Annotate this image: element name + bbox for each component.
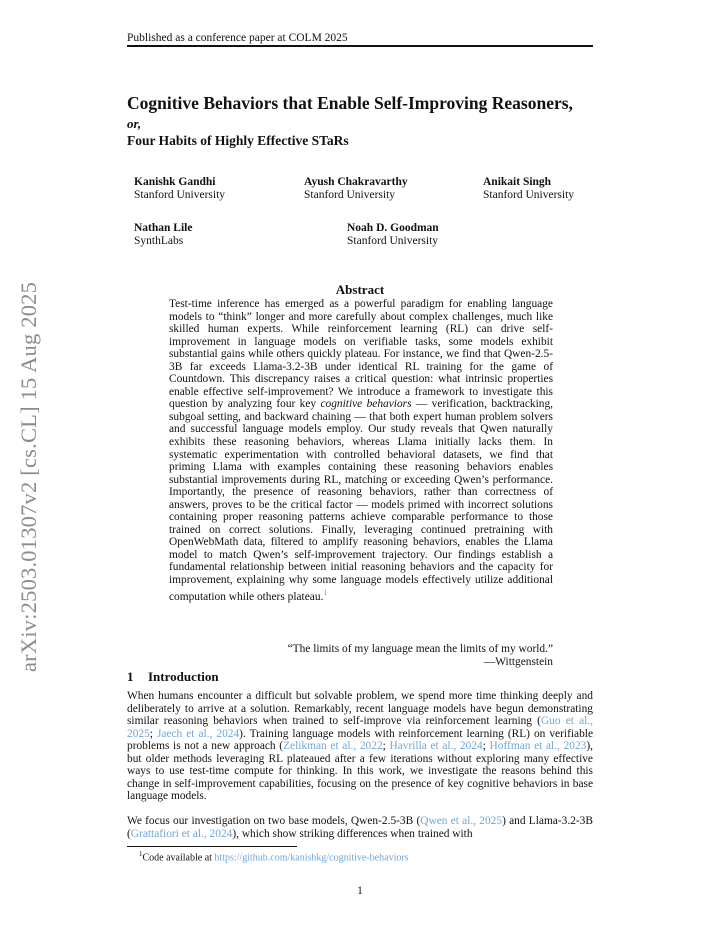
citation-link[interactable]: Qwen et al., 2025: [420, 815, 503, 827]
author-block: [483, 176, 574, 202]
footnote-rule: [127, 846, 297, 847]
section-heading: [127, 669, 219, 685]
abstract-text: — verification, backtracking, subgoal setting, and backward chaining — that both expert human problem solvers and successful language models employ. Our study reveals that Qwen naturally exhibits these reasoning behaviors, whereas Llama initially lacks them. In systematic experimentation with controlled behavioral datasets, we find that priming Llama with examples containing these reasoning behaviors enables substantial improvements during RL, matching or exceeding Qwen’s performance. Importantly, the presence of reasoning behaviors, rather than correctness of answers, proves to be the critical factor — models primed with incorrect solutions containing proper reasoning patterns achieve comparable performance to those trained on correct solutions. Finally, leveraging continued pretraining with OpenWebMath data, filtered to amplify reasoning behaviors, enables the Llama model to match Qwen’s self-improvement trajectory. Our findings establish a fundamental relationship between initial reasoning behaviors and the capacity for improvement, explaining why some language models effectively utilize additional computation while others plateau.: [169, 398, 553, 603]
citation-link[interactable]: Grattafiori et al., 2024: [130, 827, 233, 840]
footnote-label: Code available at: [142, 852, 215, 864]
paragraph-text: ;: [149, 727, 157, 740]
code-url-link[interactable]: https://github.com/kanishkg/cognitive-behaviors: [214, 852, 409, 864]
citation-link[interactable]: Zelikman et al., 2022: [283, 740, 383, 753]
paragraph-text: When humans encounter a difficult but solvable problem, we spend more time thinking deeply and deliberately to arrive at a solution. Remarkably, recent language models have begun demonstrating similar reasoning behaviors when trained to self-improve via reinforcement learning (: [127, 690, 593, 728]
arxiv-stamp: arXiv:2503.01307v2 [cs.CL] 15 Aug 2025: [16, 281, 41, 672]
intro-paragraph: [127, 815, 593, 840]
author-affiliation: Stanford University: [483, 189, 575, 201]
footnote-mark: 1: [139, 850, 143, 858]
epigraph: [200, 643, 553, 668]
footnote-link[interactable]: 1: [323, 587, 328, 597]
paragraph-text: ;: [382, 740, 390, 753]
author-block: [134, 222, 192, 248]
author-affiliation: SynthLabs: [134, 235, 184, 247]
section-title: Introduction: [148, 669, 219, 684]
page-number: 1: [357, 885, 363, 897]
paragraph-text: ;: [482, 740, 490, 753]
paper-title: Cognitive Behaviors that Enable Self-Improving Reasoners,: [127, 93, 573, 113]
paragraph-text: ). Training language models with reinforcement learning (RL) on verifiable problems is not a new approach (: [127, 727, 593, 753]
paragraph-text: ), which show striking differences when trained with: [232, 827, 473, 840]
header-rule: [127, 45, 593, 47]
author-block: [347, 222, 439, 248]
paragraph-text: ) and Llama-3.2-3B (: [127, 815, 593, 840]
citation-link[interactable]: Guo et al., 2025: [127, 715, 593, 740]
citation-link[interactable]: Hoffman et al., 2023: [489, 740, 587, 753]
footnote: [139, 850, 409, 863]
paper-subtitle: Four Habits of Highly Effective STaRs: [127, 133, 349, 148]
author-name: Anikait Singh: [483, 176, 552, 188]
author-name: Nathan Lile: [134, 222, 193, 234]
conference-header: Published as a conference paper at COLM 2025: [127, 32, 348, 44]
section-number: 1: [127, 669, 134, 684]
author-block: [134, 176, 225, 202]
author-name: Kanishk Gandhi: [134, 176, 216, 188]
citation-link[interactable]: Jaech et al., 2024: [156, 727, 240, 740]
author-affiliation: Stanford University: [347, 235, 439, 247]
abstract-body: [169, 298, 553, 603]
author-affiliation: Stanford University: [304, 189, 396, 201]
intro-paragraph: [127, 690, 593, 803]
citation-link[interactable]: Havrilla et al., 2024: [389, 740, 483, 753]
paper-title-or: or,: [127, 116, 142, 131]
epigraph-attribution: —Wittgenstein: [483, 655, 553, 668]
abstract-italic-term: cognitive behaviors: [320, 398, 412, 411]
paragraph-text: We focus our investigation on two base models, Qwen-2.5-3B (: [127, 815, 421, 827]
author-affiliation: Stanford University: [134, 189, 226, 201]
author-block: [304, 176, 408, 202]
author-name: Noah D. Goodman: [347, 222, 439, 234]
epigraph-text: “The limits of my language mean the limits of my world.”: [287, 643, 553, 655]
abstract-heading: Abstract: [335, 282, 385, 297]
author-name: Ayush Chakravarthy: [304, 176, 408, 188]
paragraph-text: ), but older methods leveraging RL plateaued after a few iterations without exploring many effective ways to use test-time compute for thinking. In this work, we investigate the reasons behind this change in self-improvement capabilities, focusing on the presence of key cognitive behaviors in base language models.: [127, 740, 594, 803]
abstract-text: Test-time inference has emerged as a powerful paradigm for enabling language models to “think” longer and more carefully about complex challenges, much like skilled human experts. While reinforcement learning (RL) can drive self-improvement in language models on verifiable tasks, some models exhibit substantial gains while others quickly plateau. For instance, we find that Qwen-2.5-3B far exceeds Llama-3.2-3B under identical RL training for the game of Countdown. This discrepancy raises a critical question: what intrinsic properties enable effective self-improvement? We introduce a framework to investigate this question by analyzing four key: [169, 298, 553, 411]
